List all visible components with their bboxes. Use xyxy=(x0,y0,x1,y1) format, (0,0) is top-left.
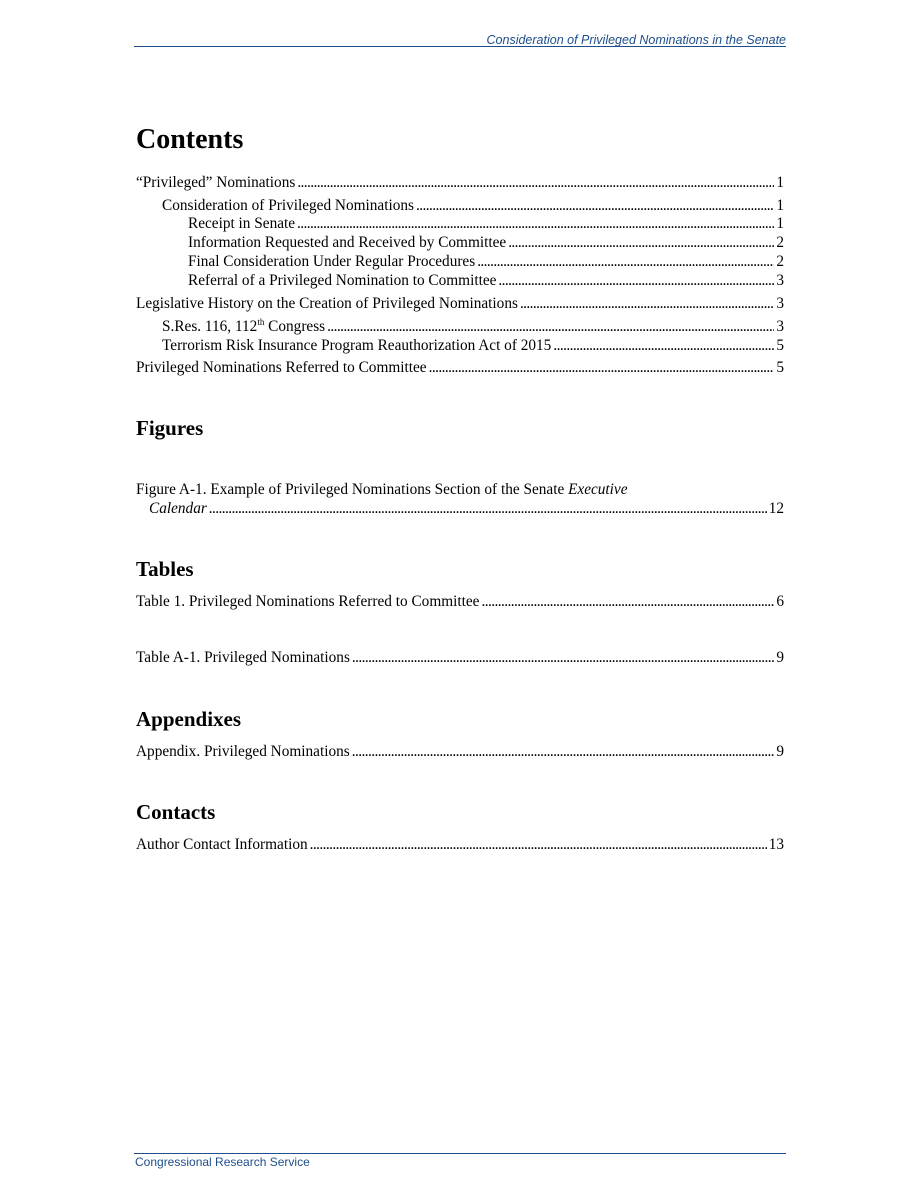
toc-entry[interactable] xyxy=(136,593,784,611)
toc-entry[interactable] xyxy=(188,215,784,233)
contents-heading: Contents xyxy=(136,124,244,155)
toc-entry[interactable] xyxy=(136,649,784,667)
toc-entry-page: 3 xyxy=(776,295,784,312)
toc-entry-text-pre: S.Res. 116, 112 xyxy=(162,318,258,335)
dot-leader xyxy=(297,174,774,192)
toc-entry[interactable] xyxy=(136,743,784,761)
toc-entry-page: 12 xyxy=(768,500,784,517)
toc-entry-page: 9 xyxy=(776,649,784,666)
toc-entry[interactable] xyxy=(136,295,784,313)
toc-entry[interactable] xyxy=(162,318,784,336)
header-rule xyxy=(134,46,786,47)
toc-entry-page: 9 xyxy=(776,743,784,760)
toc-entry[interactable] xyxy=(149,500,784,518)
toc-entry-italic: Executive xyxy=(568,481,628,498)
dot-leader xyxy=(297,215,774,233)
dot-leader xyxy=(498,272,774,290)
toc-entry-page: 3 xyxy=(776,318,784,335)
toc-entry-text xyxy=(162,318,325,336)
figures-heading: Figures xyxy=(136,416,204,440)
running-header: Consideration of Privileged Nominations in the Senate xyxy=(486,33,786,47)
toc-entry-text: Figure A-1. Example of Privileged Nominations Section of the Senate xyxy=(136,481,569,498)
toc-entry-page: 1 xyxy=(776,174,784,191)
dot-leader xyxy=(352,649,774,667)
toc-entry-text: Table A-1. Privileged Nominations xyxy=(136,649,350,666)
toc-entry[interactable] xyxy=(188,234,784,252)
toc-entry[interactable] xyxy=(188,272,784,290)
running-footer: Congressional Research Service xyxy=(135,1155,310,1169)
toc-entry[interactable] xyxy=(136,174,784,192)
toc-entry-page: 5 xyxy=(776,337,784,354)
toc-entry-line1[interactable] xyxy=(136,481,784,499)
dot-leader xyxy=(209,500,767,518)
contacts-heading: Contacts xyxy=(136,800,216,824)
toc-entry-text: Information Requested and Received by Committee xyxy=(188,234,507,251)
toc-entry-superscript: th xyxy=(257,316,265,327)
appendixes-heading: Appendixes xyxy=(136,707,242,731)
dot-leader xyxy=(352,743,775,761)
toc-entry[interactable] xyxy=(136,836,784,854)
toc-entry-page: 3 xyxy=(776,272,784,289)
dot-leader xyxy=(327,318,774,336)
toc-entry-page: 2 xyxy=(776,253,784,270)
toc-entry[interactable] xyxy=(162,337,784,355)
toc-entry-text: Final Consideration Under Regular Procedures xyxy=(188,253,476,270)
toc-entry-text: Referral of a Privileged Nomination to Committee xyxy=(188,272,497,289)
dot-leader xyxy=(310,836,767,854)
dot-leader xyxy=(481,593,774,611)
toc-entry-text: “Privileged” Nominations xyxy=(136,174,296,191)
toc-entry-text: Legislative History on the Creation of Privileged Nominations xyxy=(136,295,518,312)
toc-entry-italic: Calendar xyxy=(149,500,207,517)
toc-entry-page: 6 xyxy=(776,593,784,610)
toc-entry-text: Author Contact Information xyxy=(136,836,308,853)
toc-entry[interactable] xyxy=(136,359,784,377)
toc-entry-text: Receipt in Senate xyxy=(188,215,296,232)
toc-entry-page: 5 xyxy=(776,359,784,376)
dot-leader xyxy=(553,337,774,355)
dot-leader xyxy=(477,253,774,271)
toc-entry-text: Terrorism Risk Insurance Program Reauthorization Act of 2015 xyxy=(162,337,552,354)
toc-entry-text: Table 1. Privileged Nominations Referred to Committee xyxy=(136,593,480,610)
toc-entry[interactable] xyxy=(188,253,784,271)
footer-rule xyxy=(134,1153,786,1154)
toc-entry-page: 1 xyxy=(776,197,784,214)
toc-entry-page: 2 xyxy=(776,234,784,251)
toc-entry-text: Privileged Nominations Referred to Committee xyxy=(136,359,427,376)
dot-leader xyxy=(508,234,774,252)
dot-leader xyxy=(429,359,775,377)
toc-entry-text: Appendix. Privileged Nominations xyxy=(136,743,350,760)
tables-heading: Tables xyxy=(136,557,194,581)
toc-entry-text-post: Congress xyxy=(264,318,326,335)
dot-leader xyxy=(520,295,774,313)
toc-entry[interactable] xyxy=(162,197,784,215)
dot-leader xyxy=(416,197,774,215)
toc-entry-text: Consideration of Privileged Nominations xyxy=(162,197,414,214)
toc-entry-page: 13 xyxy=(768,836,784,853)
toc-entry-page: 1 xyxy=(776,215,784,232)
